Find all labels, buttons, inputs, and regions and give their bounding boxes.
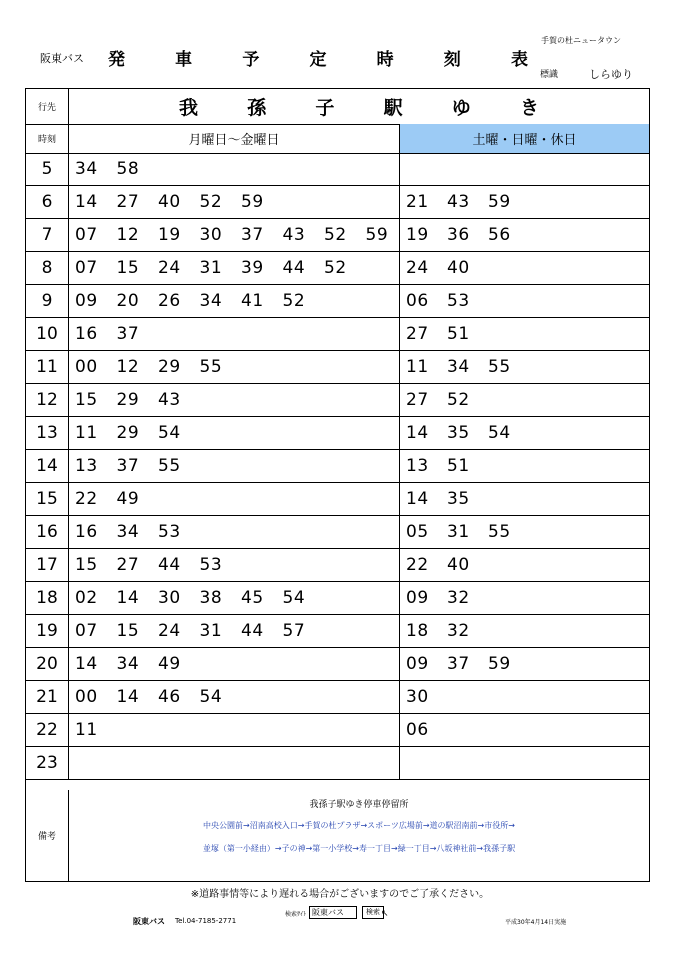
hour-cell: 8 [26,252,69,284]
departure-minute: 37 [116,324,140,344]
weekday-cell [69,549,400,581]
departure-minute: 34 [199,291,223,311]
remarks-title: 我孫子駅ゆき停車停留所 [309,800,409,810]
weekday-minutes [75,318,158,350]
holiday-cell [400,450,649,482]
departure-minute: 30 [406,687,429,707]
holiday-minutes [406,384,488,416]
weekday-minutes [75,549,241,581]
departure-minute: 53 [447,291,470,311]
hour-row [26,582,649,615]
departure-minute: 56 [488,225,511,245]
departure-minute: 49 [116,489,140,509]
departure-minute: 11 [75,423,98,443]
departure-minute: 55 [158,456,181,476]
hour-cell: 17 [26,549,69,581]
remarks-label: 備考 [26,790,69,881]
departure-minute: 40 [158,192,181,212]
hour-row [26,318,649,351]
holiday-minutes [406,351,529,383]
departure-minute: 34 [116,654,140,674]
departure-minute: 51 [447,456,470,476]
route-line-1: 中央公園前→沼南高校入口→手賀の杜プラザ→スポーツ広場前→道の駅沼南前→市役所→ [203,821,515,830]
departure-minute: 34 [447,357,470,377]
destination-char: 孫 [247,97,267,119]
departure-minute: 18 [406,621,429,641]
hour-cell: 23 [26,747,69,779]
departure-minute: 16 [75,324,98,344]
weekday-minutes [75,351,241,383]
holiday-minutes [406,285,488,317]
departure-minute: 59 [365,225,389,245]
departure-minute: 09 [406,654,429,674]
holiday-minutes [406,450,488,482]
departure-minute: 14 [75,192,98,212]
weekday-minutes [75,417,200,449]
hour-cell: 6 [26,186,69,218]
holiday-minutes [406,516,529,548]
departure-minute: 59 [241,192,264,212]
weekday-cell [69,186,400,218]
weekday-minutes [75,516,200,548]
weekday-minutes [75,153,158,185]
departure-minute: 16 [75,522,98,542]
departure-minute: 32 [447,621,470,641]
departure-minute: 54 [199,687,223,707]
departure-minute: 49 [158,654,181,674]
departure-minute: 37 [116,456,140,476]
destination-char: 駅 [383,97,403,119]
holiday-minutes [406,615,488,647]
weekday-cell [69,417,400,449]
destination-char: 我 [179,97,199,119]
sign-value: しらゆり [589,68,633,81]
departure-minute: 15 [75,390,98,410]
weekday-cell [69,615,400,647]
destination-char: 子 [315,97,335,119]
departure-minute: 34 [116,522,140,542]
weekday-minutes [75,252,366,284]
title-char: 刻 [443,50,461,70]
departure-minute: 38 [199,588,223,608]
departure-minute: 55 [199,357,223,377]
holiday-cell [400,582,649,614]
departure-minute: 14 [75,654,98,674]
hour-cell: 21 [26,681,69,713]
sign-label: 標識 [540,70,559,80]
departure-minute: 07 [75,621,98,641]
departure-minute: 52 [324,258,347,278]
holiday-cell [400,351,649,383]
hour-row [26,384,649,417]
departure-minute: 12 [116,225,140,245]
departure-minute: 29 [158,357,181,377]
departure-minute: 44 [158,555,181,575]
weekday-cell [69,285,400,317]
holiday-cell [400,648,649,680]
hour-row [26,417,649,450]
weekday-minutes [75,483,158,515]
destination [69,89,649,124]
departure-minute: 55 [488,522,511,542]
holiday-cell [400,318,649,350]
departure-minute: 52 [199,192,223,212]
footer-phone: Tel.04-7185-2771 [175,917,237,925]
departure-minute: 51 [447,324,470,344]
weekday-minutes [75,285,324,317]
hour-row [26,153,649,186]
weekday-minutes [75,714,117,746]
hour-cell: 16 [26,516,69,548]
weekday-header: 月曜日～金曜日 [69,124,400,153]
weekday-minutes [75,681,241,713]
route-line-2: 並塚（第一小経由）→子の神→第一小学校→寿一丁目→緑一丁目→八坂神社前→我孫子駅 [202,844,516,853]
holiday-minutes [406,681,447,713]
holiday-cell [400,747,649,779]
departure-minute: 35 [447,489,470,509]
holiday-cell [400,219,649,251]
search-term-box: 阪東バス [309,906,357,919]
departure-minute: 34 [75,159,98,179]
departure-minute: 19 [158,225,181,245]
holiday-minutes [406,483,488,515]
weekday-cell [69,219,400,251]
destination-char: き [519,97,539,119]
departure-minute: 53 [158,522,181,542]
hour-row [26,615,649,648]
departure-minute: 05 [406,522,429,542]
weekday-cell [69,153,400,185]
holiday-cell [400,615,649,647]
departure-minute: 07 [75,225,98,245]
departure-minute: 32 [447,588,470,608]
hour-cell: 10 [26,318,69,350]
column-header-row [26,124,649,154]
departure-minute: 11 [75,720,98,740]
destination-label: 行先 [26,89,69,124]
departure-minute: 20 [116,291,140,311]
departure-minute: 26 [158,291,181,311]
hour-row [26,483,649,516]
hour-cell: 12 [26,384,69,416]
holiday-cell [400,549,649,581]
departure-minute: 57 [282,621,306,641]
search-site-label: 検索ｻｲﾄ [285,911,307,918]
hour-cell: 22 [26,714,69,746]
departure-minute: 31 [199,258,223,278]
departure-minute: 27 [116,555,140,575]
weekday-cell [69,252,400,284]
holiday-minutes [406,549,488,581]
departure-minute: 12 [116,357,140,377]
holiday-minutes [406,186,529,218]
hour-cell: 19 [26,615,69,647]
weekday-cell [69,582,400,614]
departure-minute: 14 [406,489,429,509]
hour-cell: 15 [26,483,69,515]
departure-minute: 54 [282,588,306,608]
departure-minute: 40 [447,555,470,575]
weekday-cell [69,648,400,680]
company-name: 阪東バス [40,52,84,65]
title-char: 時 [376,50,394,70]
departure-minute: 27 [406,390,429,410]
hour-cell: 5 [26,153,69,185]
weekday-minutes [75,450,200,482]
weekday-minutes [75,582,324,614]
hour-row [26,549,649,582]
hour-cell: 20 [26,648,69,680]
hour-cell: 18 [26,582,69,614]
hour-row [26,219,649,252]
departure-minute: 52 [282,291,306,311]
hour-row [26,648,649,681]
hour-row [26,747,649,780]
hour-row [26,516,649,549]
departure-minute: 15 [75,555,98,575]
departure-minute: 53 [199,555,223,575]
destination-row [26,89,649,125]
departure-minute: 43 [282,225,306,245]
departure-minute: 40 [447,258,470,278]
weekday-cell [69,516,400,548]
remarks-row [26,790,649,881]
departure-minute: 06 [406,720,429,740]
departure-minute: 14 [406,423,429,443]
weekday-cell [69,483,400,515]
departure-minute: 59 [488,654,511,674]
weekday-cell [69,681,400,713]
hour-row [26,351,649,384]
weekday-cell [69,747,400,779]
holiday-minutes [406,714,447,746]
page-title [108,45,528,70]
departure-minute: 15 [116,258,140,278]
weekday-minutes [75,219,407,251]
hour-cell: 14 [26,450,69,482]
departure-minute: 21 [406,192,429,212]
departure-minute: 30 [199,225,223,245]
time-label: 時刻 [26,124,69,153]
departure-minute: 35 [447,423,470,443]
hour-row [26,186,649,219]
timetable [25,88,650,882]
departure-minute: 13 [75,456,98,476]
weekday-cell [69,318,400,350]
departure-minute: 29 [116,390,140,410]
title-char: 予 [242,50,260,70]
departure-minute: 00 [75,687,98,707]
departure-minute: 22 [75,489,98,509]
title-char: 車 [175,50,193,70]
departure-minute: 43 [158,390,181,410]
departure-minute: 52 [447,390,470,410]
holiday-minutes [406,648,529,680]
departure-minute: 54 [158,423,181,443]
title-char: 発 [108,50,125,70]
weekday-cell [69,351,400,383]
footer-company: 阪東バス [133,917,165,926]
holiday-cell [400,483,649,515]
departure-minute: 31 [447,522,470,542]
departure-minute: 31 [199,621,223,641]
departure-minute: 44 [241,621,264,641]
departure-minute: 46 [158,687,181,707]
hour-row [26,681,649,714]
departure-minute: 54 [488,423,511,443]
effective-date: 平成30年4月14日実施 [505,919,567,926]
departure-minute: 29 [116,423,140,443]
delay-notice: ※道路事情等により遅れる場合がございますのでご了承ください。 [190,889,490,900]
departure-minute: 07 [75,258,98,278]
hour-row [26,252,649,285]
weekday-cell [69,450,400,482]
hour-cell: 11 [26,351,69,383]
stop-name: 手賀の杜ニュータウン [541,36,621,45]
holiday-minutes [406,252,488,284]
holiday-cell [400,417,649,449]
holiday-header: 土曜・日曜・休日 [400,124,649,153]
departure-minute: 00 [75,357,98,377]
departure-minute: 52 [324,225,347,245]
weekday-minutes [75,615,324,647]
weekday-cell [69,714,400,746]
departure-minute: 09 [406,588,429,608]
destination-char: ゆ [451,97,471,119]
holiday-cell [400,714,649,746]
hour-cell: 7 [26,219,69,251]
remarks-body [69,790,649,881]
holiday-cell [400,186,649,218]
holiday-cell [400,153,649,185]
departure-minute: 59 [488,192,511,212]
departure-minute: 37 [447,654,470,674]
departure-minute: 24 [158,258,181,278]
departure-minute: 55 [488,357,511,377]
hour-cell: 9 [26,285,69,317]
departure-minute: 11 [406,357,429,377]
departure-minute: 41 [241,291,264,311]
departure-minute: 45 [241,588,264,608]
departure-minute: 27 [406,324,429,344]
departure-minute: 43 [447,192,470,212]
holiday-minutes [406,417,529,449]
holiday-cell [400,681,649,713]
hour-row [26,450,649,483]
holiday-cell [400,516,649,548]
search-button: 検索 [362,906,384,919]
departure-minute: 14 [116,687,140,707]
departure-minute: 09 [75,291,98,311]
departure-minute: 37 [241,225,264,245]
title-char: 定 [309,50,327,70]
holiday-cell [400,285,649,317]
hour-row [26,714,649,747]
departure-minute: 13 [406,456,429,476]
departure-minute: 44 [282,258,306,278]
departure-minute: 02 [75,588,98,608]
hour-row [26,285,649,318]
departure-minute: 06 [406,291,429,311]
holiday-cell [400,252,649,284]
weekday-cell [69,384,400,416]
holiday-minutes [406,219,529,251]
departure-minute: 15 [116,621,140,641]
hour-cell: 13 [26,417,69,449]
departure-minute: 14 [116,588,140,608]
weekday-minutes [75,648,200,680]
departure-minute: 36 [447,225,470,245]
departure-minute: 19 [406,225,429,245]
holiday-minutes [406,582,488,614]
departure-minute: 39 [241,258,264,278]
departure-minute: 27 [116,192,140,212]
departure-minute: 58 [116,159,140,179]
holiday-cell [400,384,649,416]
departure-minute: 30 [158,588,181,608]
departure-minute: 22 [406,555,429,575]
weekday-minutes [75,384,200,416]
weekday-minutes [75,186,283,218]
departure-minute: 24 [158,621,181,641]
cursor-icon: ↖ [381,909,389,919]
holiday-minutes [406,318,488,350]
title-char: 表 [510,50,528,70]
departure-minute: 24 [406,258,429,278]
